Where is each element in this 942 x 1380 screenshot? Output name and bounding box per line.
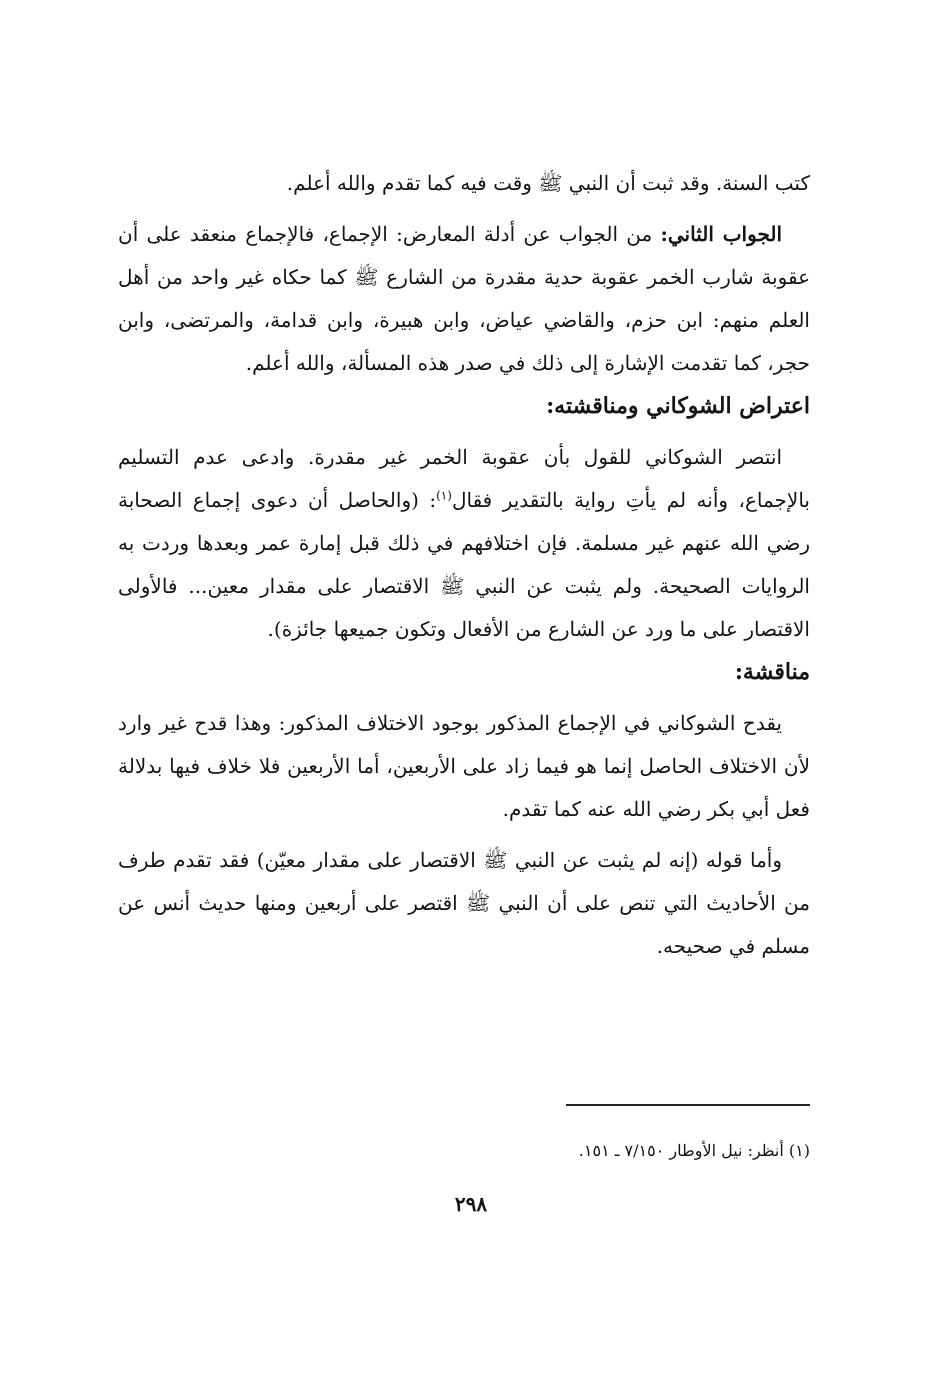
paragraph-discussion-1: يقدح الشوكاني في الإجماع المذكور بوجود الاختلاف المذكور: وهذا قدح غير وارد لأن الاختلاف الحاصل إنما هو فيما زاد على الأربعين، أما الأربعين فلا خلاف فيها بدلالة فعل أبي بكر رضي الله عنه كما تقدم. (118, 711, 810, 821)
objection-text-before-ref: انتصر الشوكاني للقول بأن عقوبة الخمر غير مقدرة. وادعى عدم التسليم بالإجماع، وأنه لم يأتِ رواية بالتقدير فقال (118, 445, 810, 512)
footnote-divider (566, 1104, 810, 1106)
footnote-reference[interactable]: (١) (436, 488, 452, 503)
paragraph-second-answer (118, 213, 810, 385)
paragraph-shawkani-objection (118, 436, 810, 651)
paragraph-continuation: كتب السنة. وقد ثبت أن النبي ﷺ وقت فيه كما تقدم والله أعلم. (286, 171, 810, 195)
section-heading-objection: اعتراض الشوكاني ومناقشته: (546, 393, 810, 419)
objection-text-after-ref: : (والحاصل أن دعوى إجماع الصحابة رضي الله عنهم غير مسلمة. فإن اختلافهم في ذلك قبل إمارة عمر وبعدها وردت به الروايات الصحيحة. ولم يثبت عن النبي ﷺ الاقتصار على مقدار معين... فالأولى الاقتصار على ما ورد عن الشارع من الأفعال وتكون جميعها جائزة). (118, 488, 810, 641)
paragraph-discussion-2: وأما قوله (إنه لم يثبت عن النبي ﷺ الاقتصار على مقدار معيّن) فقد تقدم طرف من الأحاديث التي تنص على أن النبي ﷺ اقتصر على أربعين ومنها حديث أنس عن مسلم في صحيحه. (118, 848, 810, 958)
page-number: ٢٩٨ (454, 1192, 488, 1216)
main-text (118, 162, 810, 968)
second-answer-lead: الجواب الثاني: (660, 222, 783, 246)
second-answer-text: من الجواب عن أدلة المعارض: الإجماع، فالإجماع منعقد على أن عقوبة شارب الخمر عقوبة حدية مقدرة من الشارع ﷺ كما حكاه غير واحد من أهل العلم منهم: ابن حزم، والقاضي عياض، وابن هبيرة، وابن قدامة، والمرتضى، وابن حجر، كما تقدمت الإشارة إلى ذلك في صدر هذه المسألة، والله أعلم. (118, 222, 810, 375)
section-heading-discussion: مناقشة: (734, 659, 810, 685)
footnote: (١) أنظر: نيل الأوطار ٧/١٥٠ ـ ١٥١. (578, 1141, 810, 1160)
